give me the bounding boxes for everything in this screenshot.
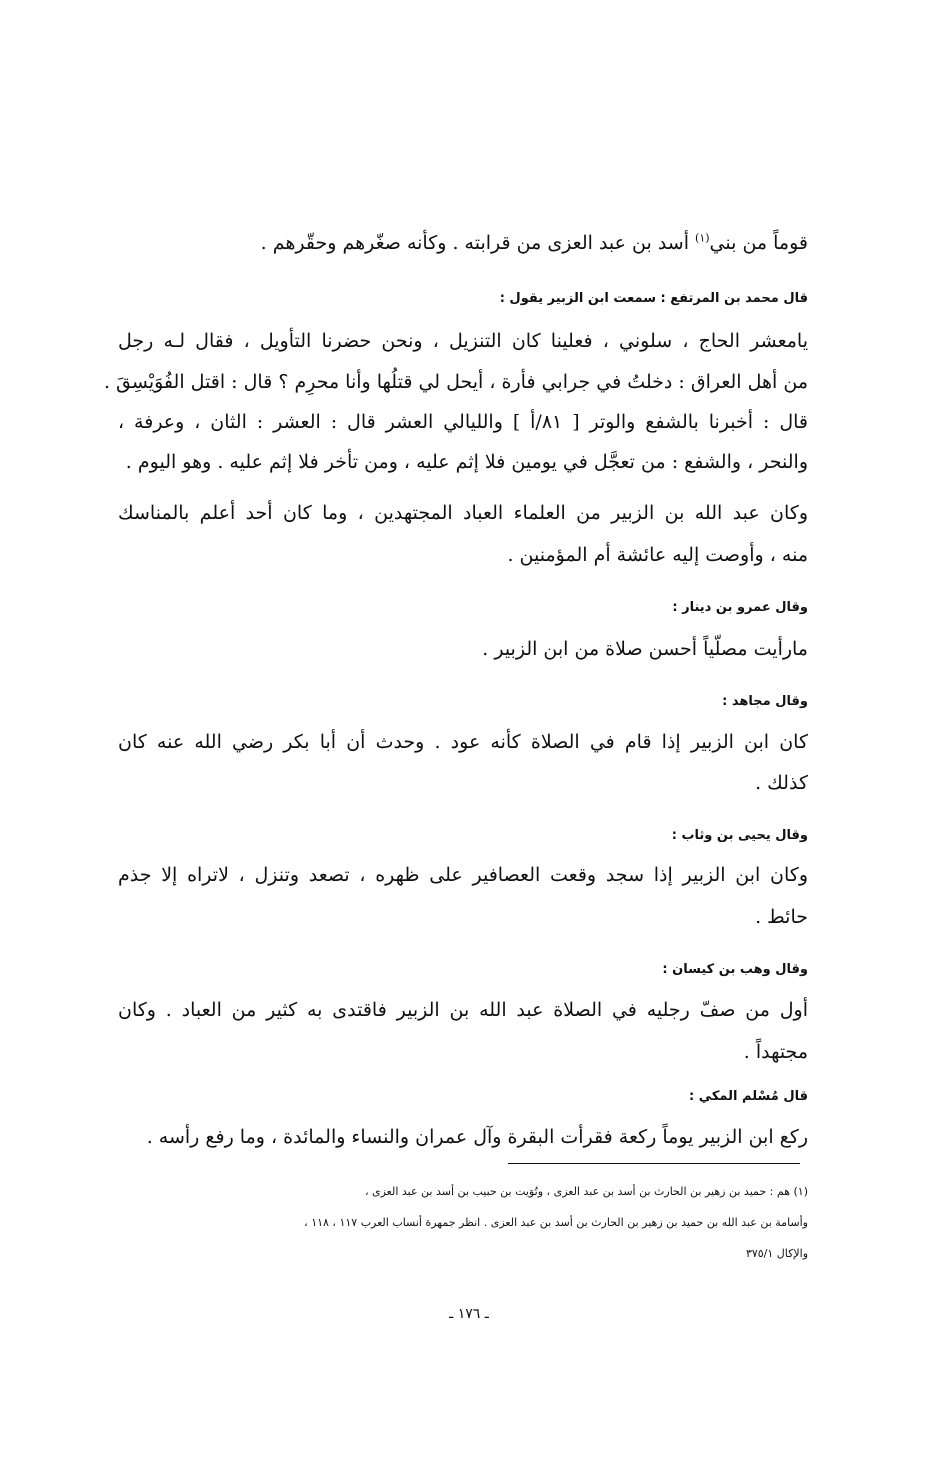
section-heading: وقال عمرو بن دينار :	[672, 600, 808, 615]
page-number: ـ ١٧٦ ـ	[449, 1306, 489, 1322]
footnote-separator	[508, 1163, 800, 1164]
text-line: منه ، وأوصت إليه عائشة أم المؤمنين .	[507, 544, 808, 566]
text-line: مجتهداً .	[743, 1041, 808, 1063]
text-line: حائط .	[755, 906, 808, 928]
text-fragment: أسد بن عبد العزى من قرابته . وكأنه صغّرهم وحقّرهم .	[260, 232, 696, 254]
footnote-line: وأسامة بن عبد الله بن حميد بن زهير بن الحارث بن أسد بن عبد العزى . انظر جمهرة أنساب العرب ١١٧ ، ١١٨ ،	[304, 1216, 808, 1229]
footnote-marker: (١)	[695, 231, 710, 245]
text-line: من أهل العراق : دخلتُ في جرابي فأرة ، أيحل لي قتلُها وأنا محرِم ؟ قال : اقتل الفُوَيْسِقَ .	[103, 371, 808, 393]
section-heading: قال محمد بن المرتفع : سمعت ابن الزبير يقول :	[499, 291, 808, 306]
section-heading: قال مُسْلم المكي :	[689, 1089, 808, 1104]
text-line: يامعشر الحاج ، سلوني ، فعلينا كان التنزيل ، ونحن حضرنا التأويل ، فقال لـه رجل	[118, 330, 808, 352]
text-line: أول من صفّ رجليه في الصلاة عبد الله بن الزبير فاقتدى به كثير من العباد . وكان	[118, 999, 808, 1021]
text-line: وكان عبد الله بن الزبير من العلماء العباد المجتهدين ، وما كان أحد أعلم بالمناسك	[118, 502, 808, 524]
text-line: كذلك .	[755, 772, 808, 794]
text-line: مارأيت مصلّياً أحسن صلاة من ابن الزبير .	[482, 638, 808, 660]
text-line: ركع ابن الزبير يوماً ركعة فقرأت البقرة وآل عمران والنساء والمائدة ، وما رفع رأسه .	[146, 1126, 808, 1148]
text-line: وكان ابن الزبير إذا سجد وقعت العصافير على ظهره ، تصعد وتنزل ، لاتراه إلا جذم	[118, 864, 808, 886]
section-heading: وقال مجاهد :	[722, 694, 808, 709]
text-line	[118, 226, 808, 260]
text-fragment: قوماً من بني	[709, 232, 808, 254]
section-heading: وقال يحيى بن وثاب :	[671, 828, 808, 843]
text-line: كان ابن الزبير إذا قام في الصلاة كأنه عود . وحدث أن أبا بكر رضي الله عنه كان	[118, 731, 808, 753]
text-line: قال : أخبرنا بالشفع والوتر [ ٨١/أ ] والليالي العشر قال : العشر : الثان ، وعرفة ،	[118, 411, 808, 433]
footnote-line: (١) هم : حميد بن زهير بن الحارث بن أسد بن عبد العزى ، وتُوَيت بن حبيب بن أسد بن عبد العزى ،	[364, 1185, 808, 1198]
section-heading: وقال وهب بن كيسان :	[662, 962, 808, 977]
text-line: والنحر ، والشفع : من تعجَّل في يومين فلا إثم عليه ، ومن تأخر فلا إثم عليه . وهو اليوم .	[125, 451, 808, 473]
footnote-line: والإكال ٣٧٥/١	[745, 1247, 808, 1260]
